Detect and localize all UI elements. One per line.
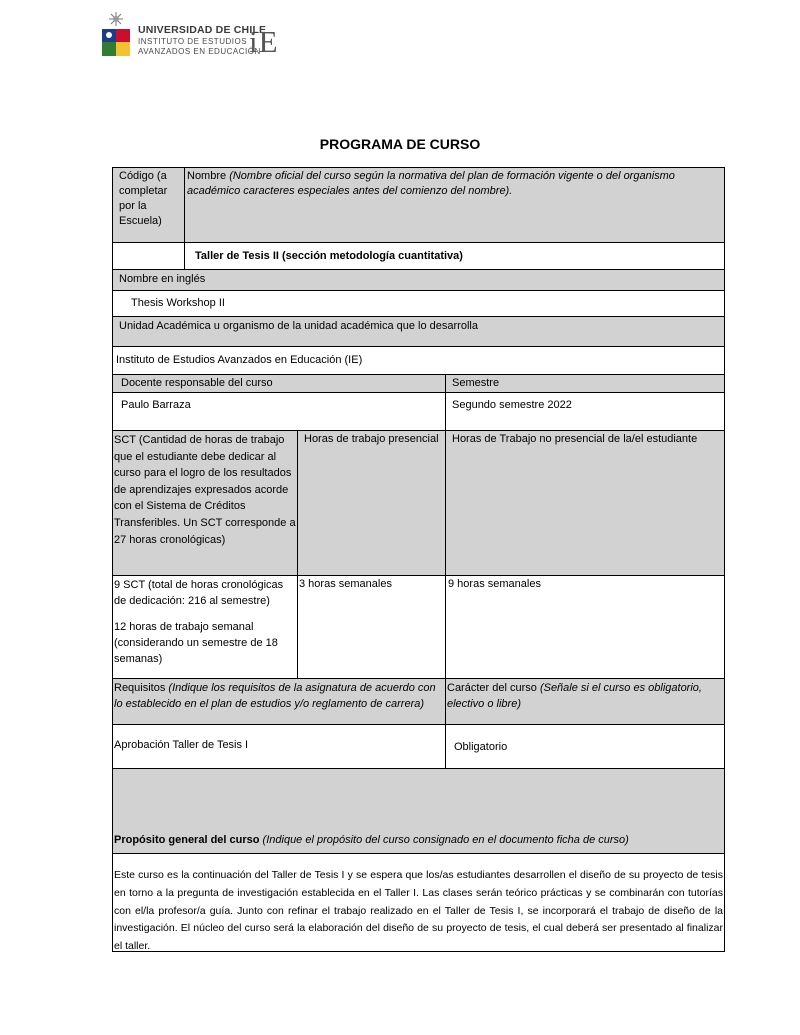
requisitos-value-cell [112,724,446,769]
docente-value: Paulo Barraza [121,399,191,411]
requisitos-hint: (Indique los requisitos de la asignatura de acuerdo con lo establecido en el plan de estudios y/o reglamento de carrera) [114,682,436,710]
semestre-value-cell [445,392,725,431]
sct-value-weekly: 12 horas de trabajo semanal (considerando un semestre de 18 semanas) [114,621,278,665]
caracter-label: Carácter del curso [447,682,537,694]
docente-value-cell [112,392,446,431]
requisitos-value: Aprobación Taller de Tesis I [114,739,249,751]
requisitos-label: Requisitos [114,682,166,694]
university-shield-icon [101,10,131,58]
caracter-value: Obligatorio [454,741,508,753]
caracter-value-cell [445,724,725,769]
docente-label-cell [112,374,446,393]
english-name-value: Thesis Workshop II [131,297,225,309]
unit-label-cell [112,316,725,347]
proposito-label: Propósito general del curso [114,834,260,846]
semestre-label: Semestre [452,377,500,389]
codigo-cell [112,167,185,243]
codigo-label: Código (a completar por la Escuela) [119,170,168,227]
no-presencial-label: Horas de Trabajo no presencial de la/el estudiante [452,433,698,445]
proposito-value: Este curso es la continuación del Taller de Tesis I y se espera que los/as estudiantes desarrollen el diseño de su proyecto de tesis en torno a la pregunta de investigación establecida en el Taller I. Las clases serán teórico prácticas y se combinarán con tutorías con el/la profesor/a guía. Junto con refinar el trabajo realizado en el Taller de Tesis I, se incorporará el trabajo de diseño de la investigación. El núcleo del curso será la elaboración del diseño de su proyecto de tesis, el cual deberá ser presentado al finalizar el taller. [114,869,723,952]
english-name-label: Nombre en inglés [119,273,206,285]
course-name-cell [184,242,725,270]
course-name: Taller de Tesis II (sección metodología cuantitativa) [195,250,463,262]
no-presencial-label-cell [445,430,725,576]
caracter-hint: (Señale si el curso es obligatorio, electivo o libre) [447,682,702,710]
english-name-label-cell [112,269,725,291]
sct-label: SCT (Cantidad de horas de trabajo que el estudiante debe dedicar al curso para el logro de los resultados de aprendizajes expresados acorde con el Sistema de Créditos Transferibles. Un SCT corresponde a 27 horas cronológicas) [114,434,296,546]
ie-logo-mark: iE [249,24,279,59]
docente-label: Docente responsable del curso [121,377,273,389]
nombre-hint: (Nombre oficial del curso según la normativa del plan de formación vigente o del organismo académico caracteres especiales antes del comienzo del nombre). [187,170,675,197]
sct-value-cell [112,575,298,679]
institute-name-line-2: AVANZADOS EN EDUCACIÓN [138,47,261,56]
unit-value-cell [112,346,725,375]
university-name: UNIVERSIDAD DE CHILE [138,24,267,36]
presencial-value-cell [297,575,446,679]
proposito-label-cell [112,768,725,854]
nombre-cell [184,167,725,243]
document-title: PROGRAMA DE CURSO [319,136,481,152]
english-name-value-cell [112,290,725,317]
institute-name-line-1: INSTITUTO DE ESTUDIOS [138,37,248,46]
institution-logo [101,10,291,62]
presencial-value: 3 horas semanales [299,578,392,590]
unit-value: Instituto de Estudios Avanzados en Educación (IE) [116,354,363,366]
sct-value-total: 9 SCT (total de horas cronológicas de dedicación: 216 al semestre) [114,579,284,607]
no-presencial-value: 9 horas semanales [448,578,541,590]
proposito-value-cell [112,853,725,952]
sct-label-cell [112,430,298,576]
presencial-label-cell [297,430,446,576]
unit-label: Unidad Académica u organismo de la unidad académica que lo desarrolla [119,320,478,332]
caracter-label-cell [445,678,725,725]
nombre-label: Nombre [187,170,227,182]
codigo-value-cell [112,242,185,270]
requisitos-label-cell [112,678,446,725]
proposito-hint: (Indique el propósito del curso consignado en el documento ficha de curso) [262,834,629,846]
presencial-label: Horas de trabajo presencial [304,433,439,445]
semestre-label-cell [445,374,725,393]
no-presencial-value-cell [445,575,725,679]
semestre-value: Segundo semestre 2022 [452,399,572,411]
